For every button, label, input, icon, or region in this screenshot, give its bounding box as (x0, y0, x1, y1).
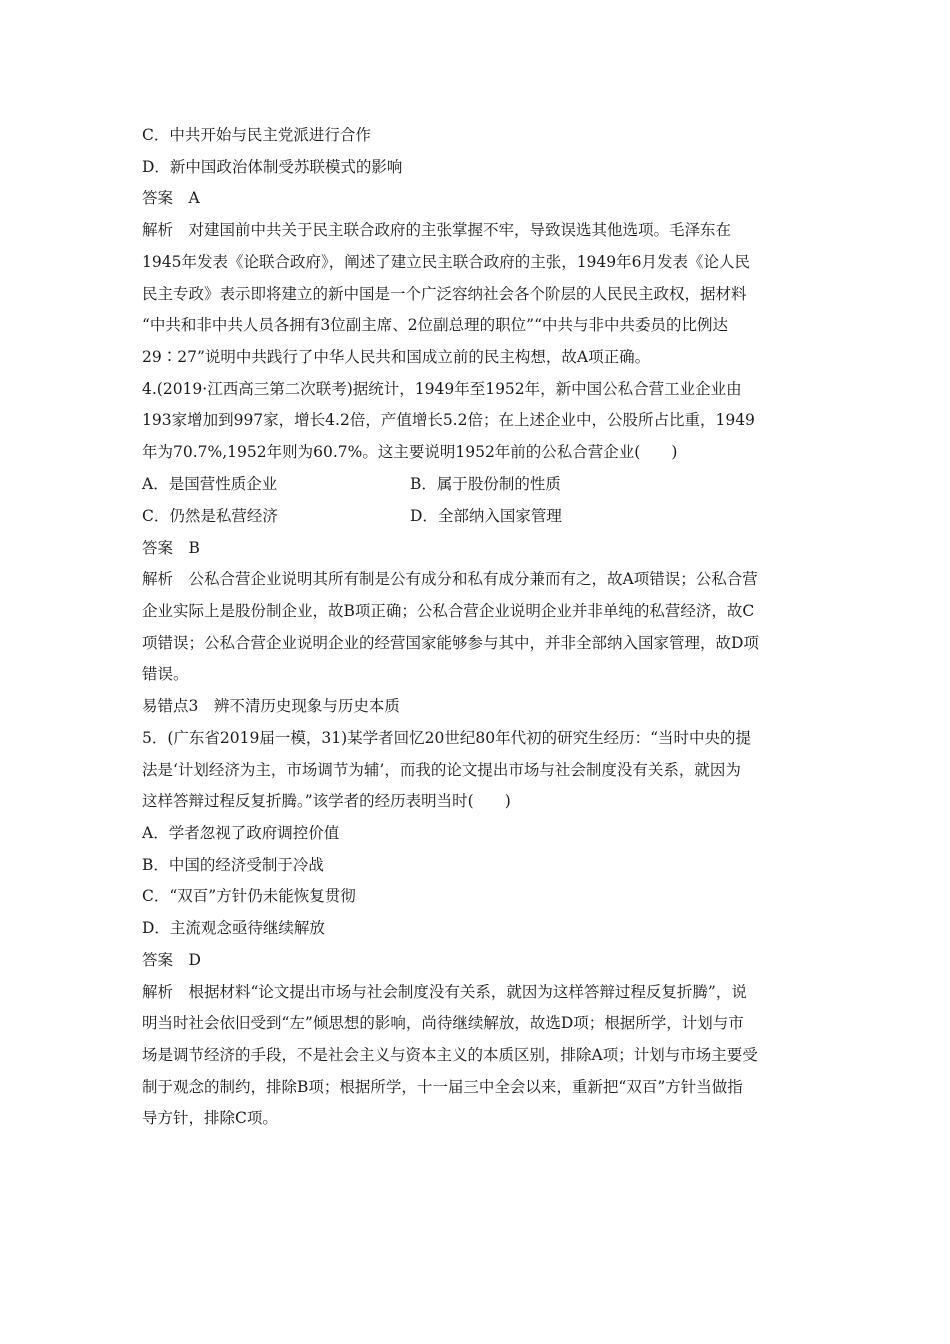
q5-stem-line: 5．(广东省2019届一模，31)某学者回忆20世纪80年代初的研究生经历：“当时中央的提 (142, 729, 751, 747)
q4-option-row (142, 474, 277, 494)
q4-answer: 答案 B (142, 539, 200, 557)
q4-analysis-line: 企业实际上是股份制企业，故B项正确；公私合营企业说明企业并非单纯的私营经济，故C (142, 602, 755, 620)
q5-option-c: C．“双百”方针仍未能恢复贯彻 (142, 887, 356, 905)
q4-stem-line: 4.(2019·江西高三第二次联考)据统计，1949年至1952年，新中国公私合营工业企业由 (142, 380, 742, 398)
q5-option-b: B．中国的经济受制于冷战 (142, 856, 324, 874)
q5-analysis-line: 解析 根据材料“论文提出市场与社会制度没有关系，就因为这样答辩过程反复折腾”，说 (142, 983, 747, 1001)
q4-analysis-line: 错误。 (142, 665, 189, 683)
q5-option-a: A．学者忽视了政府调控价值 (142, 824, 340, 842)
q5-answer: 答案 D (142, 951, 201, 969)
section-heading: 易错点3 辨不清历史现象与历史本质 (142, 697, 400, 715)
q4-option-c: C．仍然是私营经济 (142, 507, 278, 525)
q4-option-b: B．属于股份制的性质 (410, 475, 561, 493)
q3-analysis-line: 1945年发表《论联合政府》，阐述了建立民主联合政府的主张，1949年6月发表《论人民 (142, 253, 751, 271)
q5-analysis-line: 导方针，排除C项。 (142, 1109, 278, 1127)
q5-stem-line: 这样答辩过程反复折腾。”该学者的经历表明当时( ) (142, 792, 511, 810)
q3-option-d: D．新中国政治体制受苏联模式的影响 (142, 158, 403, 176)
q4-option-a: A．是国营性质企业 (142, 475, 278, 493)
q5-analysis-line: 明当时社会依旧受到“左”倾思想的影响，尚待继续解放，故选D项；根据所学，计划与市 (142, 1014, 744, 1032)
q4-stem-line: 年为70.7%,1952年则为60.7%。这主要说明1952年前的公私合营企业( ) (142, 443, 678, 461)
q4-analysis-line: 解析 公私合营企业说明其所有制是公有成分和私有成分兼而有之，故A项错误；公私合营 (142, 570, 758, 588)
q3-analysis-line: “中共和非中共人员各拥有3位副主席、2位副总理的职位”“中共与非中共委员的比例达 (142, 316, 728, 334)
q3-analysis-line: 民主专政》表示即将建立的新中国是一个广泛容纳社会各个阶层的人民民主政权，据材料 (142, 285, 747, 303)
q3-answer: 答案 A (142, 189, 200, 207)
q5-stem-line: 法是‘计划经济为主，市场调节为辅’，而我的论文提出市场与社会制度没有关系，就因为 (142, 761, 741, 779)
q4-stem-line: 193家增加到997家，增长4.2倍，产值增长5.2倍；在上述企业中，公股所占比重，1949 (142, 411, 755, 429)
q4-analysis-line: 项错误；公私合营企业说明企业的经营国家能够参与其中，并非全部纳入国家管理，故D项 (142, 634, 759, 652)
q4-option-d: D．全部纳入国家管理 (410, 507, 562, 525)
q3-analysis-line: 29∶27”说明中共践行了中华人民共和国成立前的民主构想，故A项正确。 (142, 348, 651, 366)
q5-option-d: D．主流观念亟待继续解放 (142, 919, 325, 937)
q5-analysis-line: 场是调节经济的手段，不是社会主义与资本主义的本质区别，排除A项；计划与市场主要受 (142, 1046, 758, 1064)
q5-analysis-line: 制于观念的制约，排除B项；根据所学，十一届三中全会以来，重新把“双百”方针当做指 (142, 1078, 743, 1096)
q3-analysis-line: 解析 对建国前中共关于民主联合政府的主张掌握不牢，导致误选其他选项。毛泽东在 (142, 221, 732, 239)
q3-option-c: C．中共开始与民主党派进行合作 (142, 126, 371, 144)
